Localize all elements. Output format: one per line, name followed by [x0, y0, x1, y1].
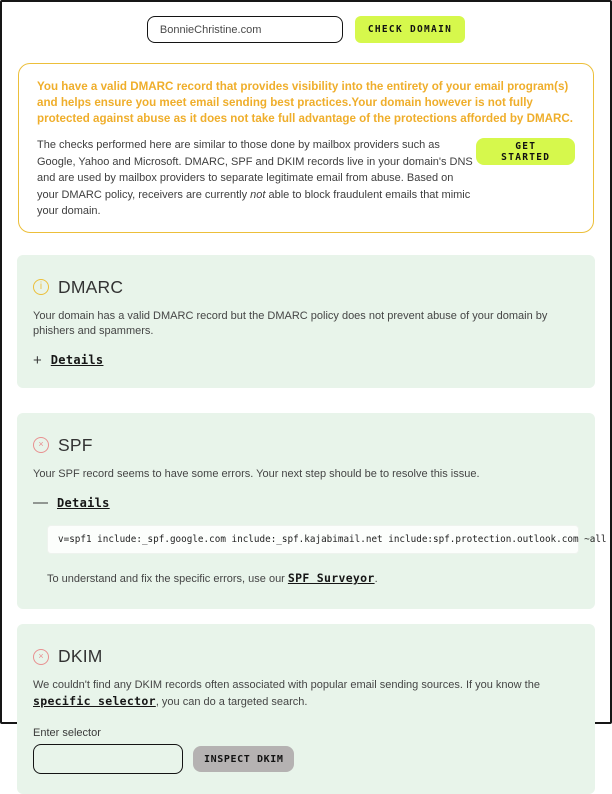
selector-form-row: [33, 744, 579, 774]
banner-highlight-text: You have a valid DMARC record that provides visibility into the entirety of your email program(s) and helps ensure you meet email sending best practices.Your domain however is not fully protected against abuse as it does not take full advantage of the protections afforded by DMARC.: [37, 80, 573, 125]
spf-hint-after: .: [374, 573, 378, 585]
domain-search-bar: [2, 16, 610, 43]
selector-input[interactable]: [33, 744, 183, 774]
banner-body-row: [37, 137, 575, 220]
dmarc-description: Your domain has a valid DMARC record but the DMARC policy does not prevent abuse of your domain by phishers and spammers.: [33, 309, 548, 337]
error-circle-icon: ×: [33, 437, 49, 453]
inspect-dkim-button[interactable]: INSPECT DKIM: [193, 746, 294, 772]
spf-section: [17, 413, 607, 610]
dmarc-details-label: Details: [50, 353, 104, 367]
banner-body-text: [37, 137, 476, 220]
spf-surveyor-link[interactable]: SPF Surveyor: [287, 571, 375, 585]
dmarc-details-toggle[interactable]: [33, 353, 103, 368]
selector-input-label: Enter selector: [33, 727, 101, 739]
spf-record-value: v=spf1 include:_spf.google.com include:_spf.kajabimail.net include:spf.protection.outlook.com ~all: [47, 525, 579, 554]
dmarc-section: [17, 255, 595, 388]
dkim-description: [33, 678, 579, 710]
spf-hint: [47, 571, 579, 585]
plus-icon: +: [33, 351, 42, 369]
dkim-section-title: DKIM: [58, 646, 103, 666]
banner-body-italic: not: [250, 188, 266, 201]
banner-body-before: The checks performed here are similar to those done by mailbox providers such as Google, Yahoo and Microsoft. DMARC, SPF and DKIM records live in your domain's DNS and are used by mailbox providers to separate legitimate email from abuse. Based on your DMARC policy, receivers are currently: [37, 139, 473, 201]
spf-section-header: [33, 435, 579, 456]
dkim-section-header: [33, 646, 579, 667]
dmarc-section-header: [33, 277, 579, 298]
minus-icon: —: [33, 494, 48, 511]
spf-section-title: SPF: [58, 434, 93, 455]
spf-description: Your SPF record seems to have some errors. Your next step should be to resolve this issue.: [33, 467, 480, 480]
dkim-section: [17, 624, 595, 794]
info-circle-icon: i: [33, 279, 49, 295]
spf-hint-before: To understand and fix the specific errors, use our: [47, 573, 288, 585]
spf-details-label: Details: [57, 495, 110, 510]
specific-selector-link[interactable]: specific selector: [33, 693, 156, 708]
spf-details-toggle[interactable]: [33, 495, 110, 510]
dmarc-section-title: DMARC: [58, 276, 124, 297]
dkim-description-before: We couldn't find any DKIM records often associated with popular email sending sources. If you know the: [33, 679, 540, 691]
domain-input[interactable]: [147, 16, 343, 43]
dkim-description-after: , you can do a targeted search.: [155, 695, 308, 708]
get-started-button[interactable]: GET STARTED: [476, 138, 575, 165]
check-domain-button[interactable]: CHECK DOMAIN: [355, 16, 465, 43]
summary-banner: [18, 63, 594, 233]
banner-body-after: able to block fraudulent emails that mimic your domain.: [37, 188, 471, 217]
error-circle-icon: ×: [33, 649, 49, 665]
